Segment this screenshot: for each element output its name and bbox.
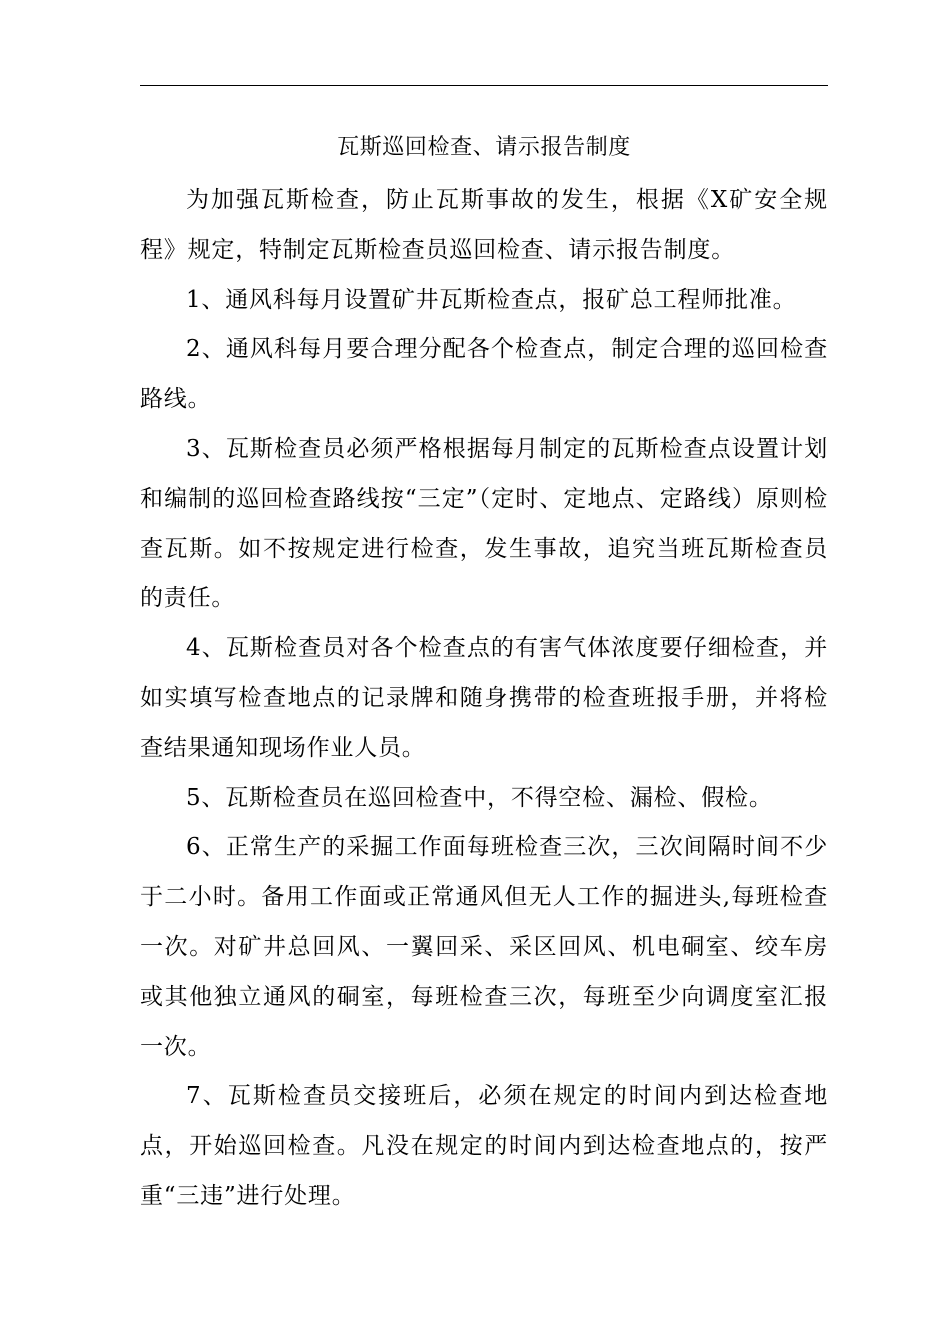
paragraph-item-5: 5、瓦斯检查员在巡回检查中，不得空检、漏检、假检。	[186, 784, 773, 811]
paragraph-item-4: 4、瓦斯检查员对各个检查点的有害气体浓度要仔细检查，并如实填写检查地点的记录牌和随身携带的检查班报手册，并将检查结果通知现场作业人员。	[140, 635, 828, 761]
paragraph-item-2: 2、通风科每月要合理分配各个检查点，制定合理的巡回检查路线。	[140, 336, 828, 413]
document-body	[140, 176, 828, 1222]
paragraph-item-6: 6、正常生产的采掘工作面每班检查三次，三次间隔时间不少于二小时。备用工作面或正常通风但无人工作的掘进头,每班检查一次。对矿井总回风、一翼回采、采区回风、机电硐室、绞车房或其他独立通风的硐室，每班检查三次，每班至少向调度室汇报一次。	[140, 834, 828, 1060]
document-title: 瓦斯巡回检查、请示报告制度	[337, 135, 631, 160]
paragraph-item-1: 1、通风科每月设置矿井瓦斯检查点，报矿总工程师批准。	[186, 286, 797, 313]
paragraph-item-7: 7、瓦斯检查员交接班后，必须在规定的时间内到达检查地点，开始巡回检查。凡没在规定的时间内到达检查地点的，按严重“三违”进行处理。	[140, 1083, 828, 1209]
paragraph-intro: 为加强瓦斯检查，防止瓦斯事故的发生，根据《X矿安全规程》规定，特制定瓦斯检查员巡回检查、请示报告制度。	[140, 187, 828, 263]
paragraph-item-3: 3、瓦斯检查员必须严格根据每月制定的瓦斯检查点设置计划和编制的巡回检查路线按“三定”（定时、定地点、定路线）原则检查瓦斯。如不按规定进行检查，发生事故，追究当班瓦斯检查员的责任。	[140, 435, 828, 612]
header-rule	[140, 85, 828, 86]
